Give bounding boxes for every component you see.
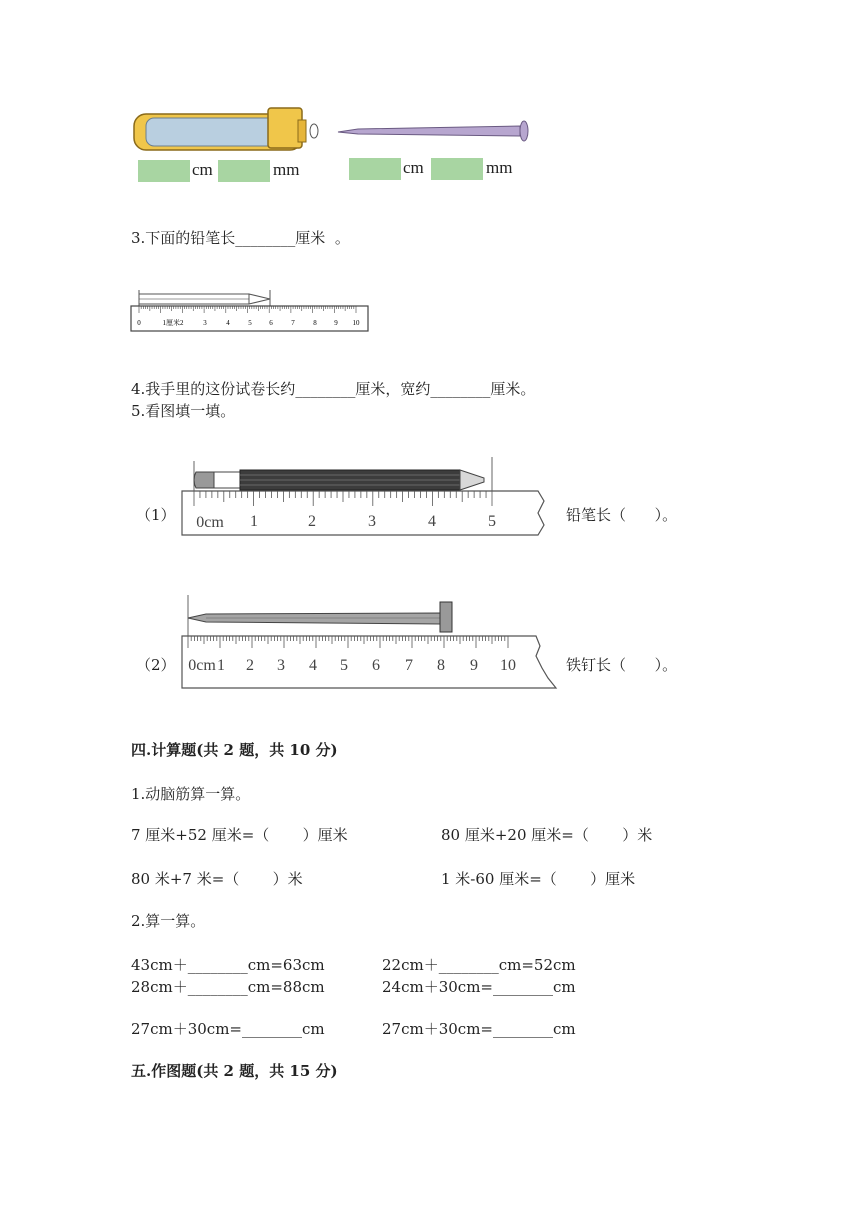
ruler-tick-8: 8	[313, 319, 317, 327]
nail-mm-unit: mm	[486, 158, 513, 177]
pen-and-nail-illustration	[128, 100, 548, 160]
pencil-ruler-tick-1: 1	[250, 513, 258, 530]
q5-part1-answer: 铅笔长（ ）。	[566, 506, 678, 524]
calc-item-2: 80 厘米+20 厘米=（ ）米	[441, 826, 653, 844]
pen-nail-figure	[128, 100, 548, 190]
ruler-tick-5: 5	[248, 319, 252, 327]
calc-item-4: 1 米-60 厘米=（ ）厘米	[441, 870, 636, 888]
sum-item-5: 27cm＋30cm=________cm	[131, 1020, 325, 1038]
pen-mm-unit: mm	[273, 160, 300, 179]
nail-ruler-tick-7: 7	[405, 657, 413, 674]
pencil-ruler-tick-0cm: 0cm	[196, 514, 224, 531]
pen-mm-answer-box[interactable]	[218, 160, 270, 182]
sum-item-2: 22cm＋________cm=52cm	[382, 956, 576, 974]
pencil-ruler-tick-2: 2	[308, 513, 316, 530]
pen-cm-answer-box[interactable]	[138, 160, 190, 182]
ruler-tick-10: 10	[352, 319, 360, 327]
ruler-tick-7: 7	[291, 319, 295, 327]
ruler-tick-6: 6	[269, 319, 273, 327]
pencil-ruler-tick-3: 3	[368, 513, 376, 530]
nail-ruler-tick-4: 4	[309, 657, 317, 674]
ruler-tick-9: 9	[334, 319, 338, 327]
pencil-ruler-large	[178, 455, 553, 540]
nail-ruler-tick-9: 9	[470, 657, 478, 674]
sum-item-1: 43cm＋________cm=63cm	[131, 956, 325, 974]
nail-ruler-tick-5: 5	[340, 657, 348, 674]
q5-part1-number: （1）	[136, 506, 176, 524]
nail-ruler-large	[178, 590, 563, 692]
nail-ruler-tick-6: 6	[372, 657, 380, 674]
nail-ruler-tick-0cm: 0cm	[188, 657, 216, 674]
q5-part2-answer: 铁钉长（ ）。	[566, 656, 678, 674]
pencil-ruler-small	[130, 284, 370, 334]
section-5-title: 五.作图题(共 2 题，共 15 分)	[131, 1062, 338, 1080]
pen-illustration	[134, 108, 318, 150]
section-4-title: 四.计算题(共 2 题，共 10 分)	[131, 741, 338, 759]
ruler-tick-4: 4	[226, 319, 230, 327]
q5-part2-number: （2）	[136, 656, 176, 674]
sum-item-6: 27cm＋30cm=________cm	[382, 1020, 576, 1038]
pen-cm-unit: cm	[192, 160, 213, 179]
nail-ruler-tick-2: 2	[246, 657, 254, 674]
nail-ruler-tick-1: 1	[217, 657, 225, 674]
calc-item-1: 7 厘米+52 厘米=（ ）厘米	[131, 826, 348, 844]
question-5: 5.看图填一填。	[131, 402, 236, 420]
nail-illustration	[338, 121, 528, 141]
nail-cm-answer-box[interactable]	[349, 158, 401, 180]
nail-ruler-tick-10: 10	[500, 657, 516, 674]
nail-ruler-tick-3: 3	[277, 657, 285, 674]
ruler-tick-3: 3	[203, 319, 207, 327]
sum-item-4: 24cm＋30cm=________cm	[382, 978, 576, 996]
sum-item-3: 28cm＋________cm=88cm	[131, 978, 325, 996]
nail-ruler-tick-8: 8	[437, 657, 445, 674]
ruler-tick-1-2: 1厘米2	[162, 319, 184, 327]
pencil-ruler-tick-4: 4	[428, 513, 436, 530]
ruler-tick-0: 0	[137, 319, 141, 327]
section-4-q1-title: 1.动脑筋算一算。	[131, 785, 251, 803]
question-4: 4.我手里的这份试卷长约________厘米，宽约________厘米。	[131, 380, 536, 398]
question-3: 3.下面的铅笔长________厘米 。	[131, 229, 350, 247]
nail-cm-unit: cm	[403, 158, 424, 177]
nail-mm-answer-box[interactable]	[431, 158, 483, 180]
section-4-q2-title: 2.算一算。	[131, 912, 206, 930]
pencil-ruler-tick-5: 5	[488, 513, 496, 530]
calc-item-3: 80 米+7 米=（ ）米	[131, 870, 303, 888]
